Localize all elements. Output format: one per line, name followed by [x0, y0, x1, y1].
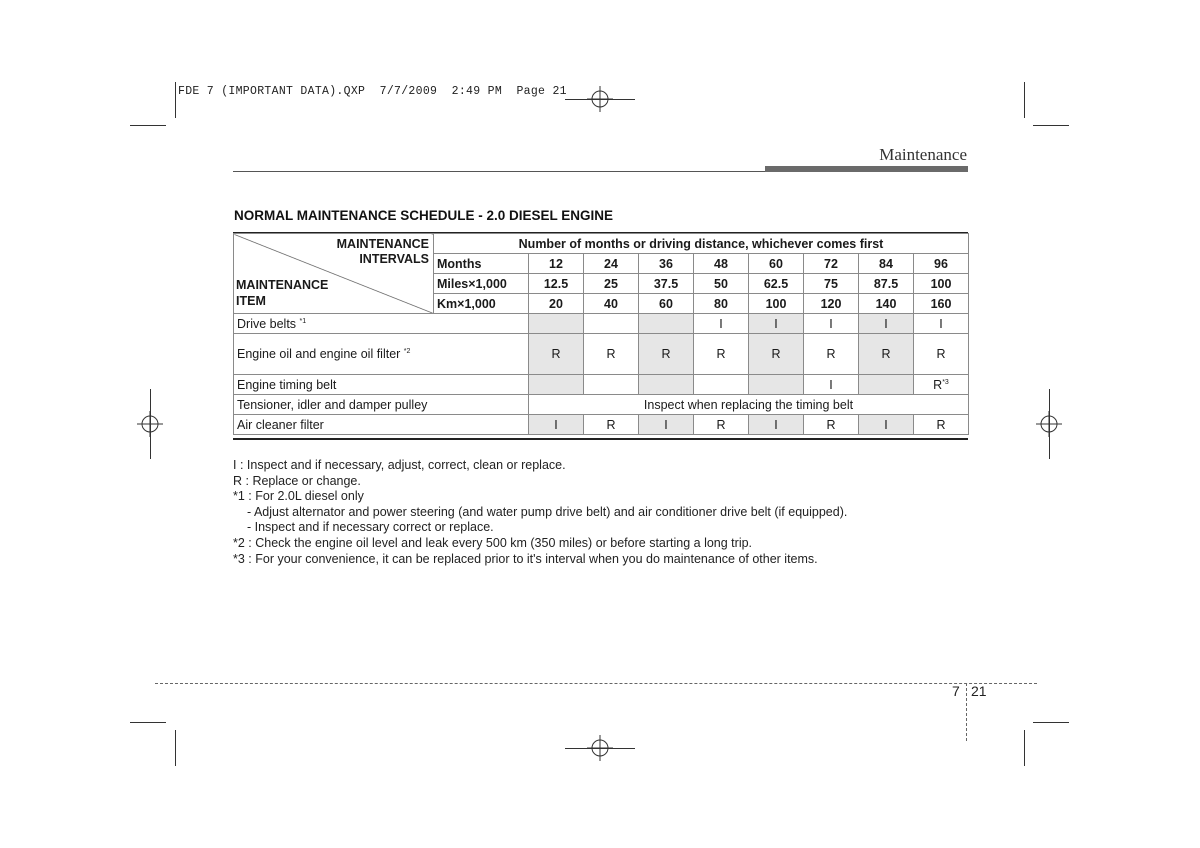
row-item-label: Engine oil and engine oil filter $^{*2}$ — [234, 334, 529, 375]
km-cell: 140 — [859, 294, 914, 314]
note-inspect: I : Inspect and if necessary, adjust, correct, clean or replace. — [233, 458, 566, 472]
table-cell: R — [804, 415, 859, 435]
table-cell: R — [639, 334, 694, 375]
miles-cell: 25 — [584, 274, 639, 294]
table-cell: I — [639, 415, 694, 435]
note-3: *3 : For your convenience, it can be replaced prior to it's interval when you do maintenance of other items. — [233, 551, 818, 566]
footer-dashed-rule — [155, 683, 1037, 684]
registration-line-left — [150, 389, 151, 459]
crop-mark-tr-h — [1033, 125, 1069, 126]
table-cell: R — [694, 334, 749, 375]
table-cell — [639, 314, 694, 334]
table-cell — [859, 375, 914, 395]
km-cell: 100 — [749, 294, 804, 314]
table-row — [234, 415, 969, 435]
table-cell — [529, 314, 584, 334]
note-2: *2 : Check the engine oil level and leak every 500 km (350 miles) or before starting a long trip. — [233, 535, 753, 550]
miles-cell: 87.5 — [859, 274, 914, 294]
row-item-label: Tensioner, idler and damper pulley — [234, 395, 529, 415]
table-corner-header — [234, 234, 434, 314]
table-cell: I — [859, 415, 914, 435]
print-slug: FDE 7 (IMPORTANT DATA).QXP 7/7/2009 2:49 PM Page 21 — [178, 85, 567, 98]
table-cell: I — [859, 314, 914, 334]
corner-intervals-label: MAINTENANCE INTERVALS — [336, 237, 429, 266]
km-cell: 160 — [914, 294, 969, 314]
registration-line-top — [565, 99, 635, 100]
miles-cell: 12.5 — [529, 274, 584, 294]
header-rule — [233, 171, 765, 172]
table-cell: I — [914, 314, 969, 334]
page-number: 21 — [971, 683, 987, 699]
table-cell — [529, 375, 584, 395]
table-cell: R — [914, 415, 969, 435]
table-cell: I — [749, 415, 804, 435]
registration-line-right — [1049, 389, 1050, 459]
crop-mark-br-h — [1033, 722, 1069, 723]
row-item-label: Engine timing belt — [234, 375, 529, 395]
table-row — [234, 375, 969, 395]
note-1a: - Adjust alternator and power steering (and water pump drive belt) and air conditioner drive belt (if equipped). — [247, 504, 848, 519]
table-cell: I — [804, 314, 859, 334]
km-cell: 20 — [529, 294, 584, 314]
footnotes — [233, 458, 847, 567]
corner-item-label: MAINTENANCE ITEM — [236, 278, 329, 308]
months-cell: 36 — [639, 254, 694, 274]
km-cell: 60 — [639, 294, 694, 314]
table-cell: I — [804, 375, 859, 395]
table-row — [234, 395, 969, 415]
chapter-number: 7 — [952, 683, 960, 699]
months-cell: 24 — [584, 254, 639, 274]
miles-cell: 62.5 — [749, 274, 804, 294]
maintenance-schedule-table — [233, 233, 969, 435]
table-row — [234, 334, 969, 375]
table-bottom-rule — [233, 438, 968, 440]
miles-cell: 75 — [804, 274, 859, 294]
table-cell: I — [529, 415, 584, 435]
registration-line-bottom — [565, 748, 635, 749]
miles-cell: 100 — [914, 274, 969, 294]
table-cell: R — [584, 334, 639, 375]
table-cell — [749, 375, 804, 395]
note-1: *1 : For 2.0L diesel only — [233, 489, 364, 504]
table-cell — [584, 314, 639, 334]
row-item-label: Air cleaner filter — [234, 415, 529, 435]
table-cell: I — [694, 314, 749, 334]
table-cell: $R^{*3}$ — [914, 375, 969, 395]
footer-vertical-rule — [966, 683, 967, 741]
table-cell: R — [804, 334, 859, 375]
miles-label: Miles×1,000 — [434, 274, 529, 294]
miles-cell: 37.5 — [639, 274, 694, 294]
km-cell: 120 — [804, 294, 859, 314]
row-item-label: Drive belts $^{*1}$ — [234, 314, 529, 334]
crop-mark-tl-h — [130, 125, 166, 126]
note-replace: R : Replace or change. — [233, 473, 361, 488]
table-cell: R — [914, 334, 969, 375]
table-cell: I — [749, 314, 804, 334]
page-title: NORMAL MAINTENANCE SCHEDULE - 2.0 DIESEL ENGINE — [234, 208, 614, 223]
months-cell: 72 — [804, 254, 859, 274]
table-cell — [639, 375, 694, 395]
note-1b: - Inspect and if necessary correct or replace. — [247, 520, 494, 535]
km-label: Km×1,000 — [434, 294, 529, 314]
months-cell: 84 — [859, 254, 914, 274]
months-label: Months — [434, 254, 529, 274]
section-header: Maintenance — [879, 145, 967, 164]
table-span-cell: Inspect when replacing the timing belt — [529, 395, 969, 415]
km-cell: 80 — [694, 294, 749, 314]
table-row — [234, 314, 969, 334]
crop-mark-br-v — [1024, 730, 1025, 766]
interval-span-header: Number of months or driving distance, whichever comes first — [434, 234, 969, 254]
header-bar — [765, 166, 968, 172]
table-cell: R — [749, 334, 804, 375]
table-cell: R — [694, 415, 749, 435]
table-cell: R — [584, 415, 639, 435]
months-cell: 12 — [529, 254, 584, 274]
km-cell: 40 — [584, 294, 639, 314]
months-cell: 60 — [749, 254, 804, 274]
months-cell: 96 — [914, 254, 969, 274]
table-cell: R — [529, 334, 584, 375]
crop-mark-tr-v — [1024, 82, 1025, 118]
crop-mark-tl-v — [175, 82, 176, 118]
crop-mark-bl-h — [130, 722, 166, 723]
months-cell: 48 — [694, 254, 749, 274]
crop-mark-bl-v — [175, 730, 176, 766]
table-cell — [584, 375, 639, 395]
table-cell — [694, 375, 749, 395]
miles-cell: 50 — [694, 274, 749, 294]
table-cell: R — [859, 334, 914, 375]
